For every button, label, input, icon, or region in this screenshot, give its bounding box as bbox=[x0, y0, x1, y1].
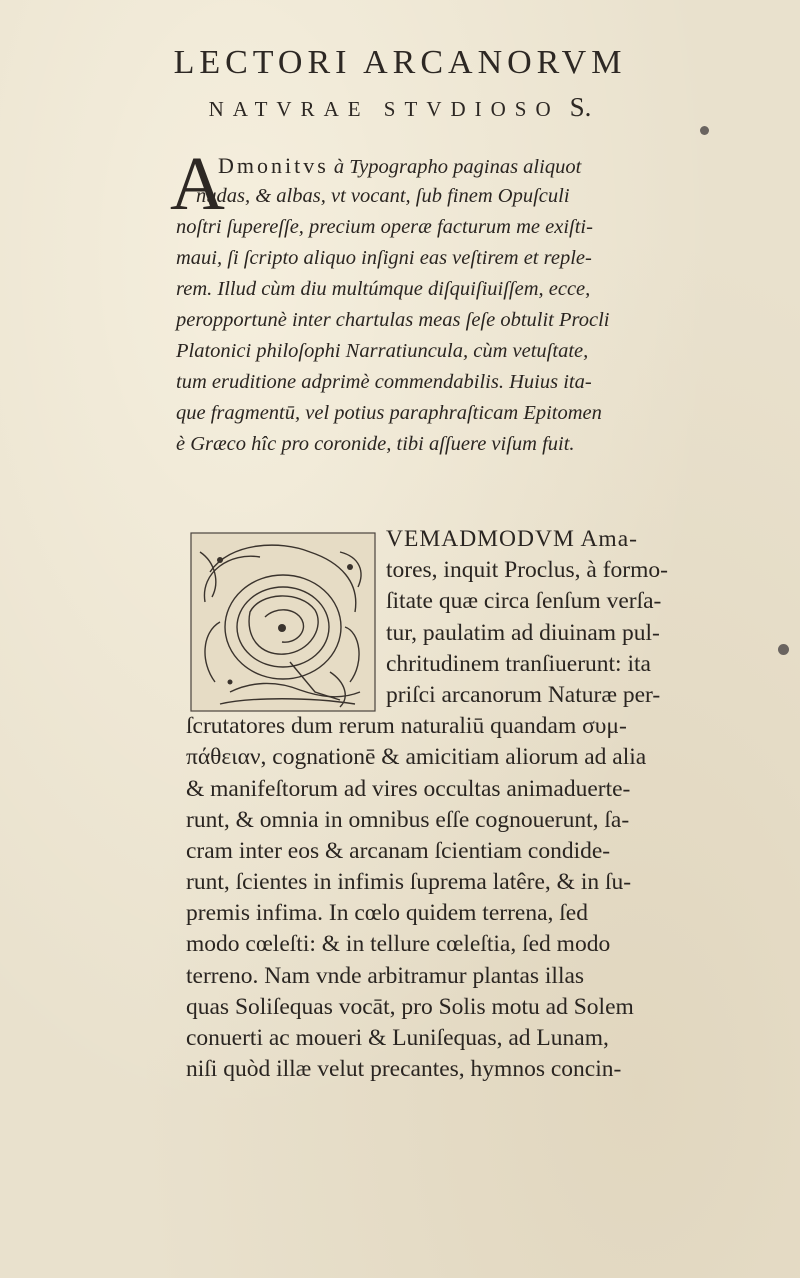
body-line: runt, ſcientes in infimis ſuprema latêre, & in ſu- bbox=[186, 869, 632, 896]
subtitle-text: NATVRAE STVDIOSO bbox=[208, 97, 560, 121]
preface-line: que fragmentū, vel potius paraphraſticam Epitomen bbox=[176, 402, 602, 424]
preface-line: rem. Illud cùm diu multúmque diſquiſiuiſſem, ecce, bbox=[176, 278, 591, 300]
body-line: tur, paulatim ad diuinam pul- bbox=[386, 619, 660, 646]
page-title: LECTORI ARCANORVM bbox=[173, 44, 627, 81]
subtitle-salutation: S. bbox=[569, 92, 592, 122]
preface-line: è Græco hîc pro coronide, tibi aſſuere viſum fuit. bbox=[176, 433, 575, 455]
page-subtitle bbox=[0, 92, 800, 123]
body-line: chritudinem tranſiuerunt: ita bbox=[386, 650, 651, 677]
preface-initial: A bbox=[170, 142, 225, 226]
preface-line-rest: à Typographo paginas aliquot bbox=[328, 156, 582, 178]
preface-line: maui, ſi ſcripto aliquo inſigni eas veſtirem et reple- bbox=[176, 247, 592, 269]
preface-line: peropportunè inter chartulas meas ſeſe obtulit Procli bbox=[176, 309, 610, 331]
body-line: runt, & omnia in omnibus eſſe cognouerunt, ſa- bbox=[186, 806, 630, 833]
body-line: niſi quòd illæ velut precantes, hymnos concin- bbox=[186, 1056, 622, 1083]
body-line: πάθειαν, cognationē & amicitiam aliorum ad alia bbox=[186, 744, 647, 771]
body-line: conuerti ac moueri & Luniſequas, ad Lunam, bbox=[186, 1025, 609, 1051]
body-line: priſci arcanorum Naturæ per- bbox=[386, 681, 661, 708]
body-line: cram inter eos & arcanam ſcientiam condide- bbox=[186, 837, 611, 864]
body-opening-caps: VEMADMODVM Ama- bbox=[386, 526, 638, 552]
body-line: tores, inquit Proclus, à formo- bbox=[386, 557, 668, 584]
ink-dot bbox=[778, 644, 789, 655]
preface-paragraph bbox=[170, 142, 766, 460]
main-paragraph bbox=[186, 524, 766, 1085]
body-line bbox=[186, 524, 766, 555]
preface-line: noſtri ſupereſſe, precium operæ facturum me exiſti- bbox=[176, 216, 593, 238]
body-line: & manifeſtorum ad vires occultas animaduerte- bbox=[186, 775, 631, 802]
preface-line bbox=[176, 150, 766, 181]
body-line: ſcrutatores dum rerum naturaliū quandam συμ- bbox=[186, 713, 627, 740]
body-line: quas Soliſequas vocāt, pro Solis motu ad Solem bbox=[186, 993, 634, 1020]
body-line: modo cœleſti: & in tellure cœleſtia, ſed modo bbox=[186, 931, 611, 958]
preface-line: nudas, & albas, vt vocant, ſub finem Opuſculi bbox=[196, 185, 570, 207]
preface-caps: Dmonitvs bbox=[218, 153, 329, 178]
body-line: ſitate quæ circa ſenſum verſa- bbox=[386, 588, 662, 615]
body-line: terreno. Nam vnde arbitramur plantas illas bbox=[186, 962, 585, 989]
preface-line: Platonici philoſophi Narratiuncula, cùm vetuſtate, bbox=[176, 340, 589, 362]
ink-dot bbox=[700, 126, 709, 135]
body-line: premis infima. In cœlo quidem terrena, ſed bbox=[186, 900, 588, 927]
preface-line: tum eruditione adprimè commendabilis. Huius ita- bbox=[176, 371, 592, 393]
